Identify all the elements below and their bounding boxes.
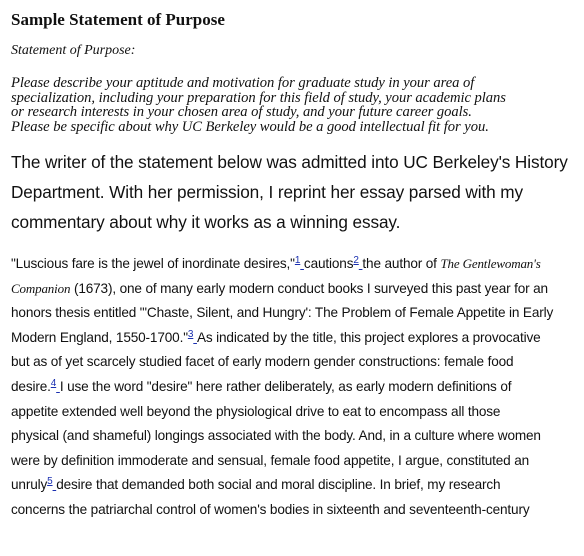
intro-line: The writer of the statement below was admitted into UC Berkeley's History bbox=[11, 152, 568, 172]
statement-of-purpose-label: Statement of Purpose: bbox=[11, 43, 136, 58]
intro-line: Department. With her permission, I reprint her essay parsed with my bbox=[11, 182, 523, 202]
essay-line bbox=[11, 277, 577, 302]
prompt-line: or research interests in your chosen area of study, and your future career goals. bbox=[11, 104, 472, 120]
essay-line: were by definition immoderate and sensual, female food appetite, I argue, constituted an bbox=[11, 452, 530, 468]
essay-text: desire that demanded both social and moral discipline. In brief, my research bbox=[56, 477, 501, 493]
essay-line: appetite extended well beyond the physiological drive to eat to encompass all those bbox=[11, 403, 501, 419]
essay-text: the author of bbox=[362, 256, 441, 271]
essay-text: "Luscious fare is the jewel of inordinate desires," bbox=[11, 256, 295, 271]
prompt-line: Please be specific about why UC Berkeley would be a good intellectual fit for you. bbox=[11, 118, 489, 135]
footnote-link-5[interactable]: 5 bbox=[47, 476, 53, 488]
book-title: The Gentlewoman's bbox=[440, 256, 541, 271]
essay-line: but as of yet scarcely studied facet of early modern gender constructions: female food bbox=[11, 354, 514, 370]
document-page bbox=[11, 9, 577, 523]
essay-text: (1673), one of many early modern conduct books I surveyed this past year for an bbox=[70, 280, 548, 296]
essay-text: cautions bbox=[303, 256, 354, 271]
essay-text: As indicated by the title, this project explores a provocative bbox=[196, 329, 541, 345]
book-title: Companion bbox=[11, 280, 71, 296]
intro-line: commentary about why it works as a winning essay. bbox=[11, 212, 401, 232]
prompt-line: Please describe your aptitude and motivation for graduate study in your area of bbox=[11, 75, 475, 91]
footnote-link-4[interactable]: 4 bbox=[50, 377, 57, 389]
essay-line: physical (and shameful) longings associated with the body. And, in a culture where women bbox=[11, 428, 541, 444]
essay-text: unruly bbox=[11, 477, 48, 493]
intro-paragraph bbox=[11, 147, 577, 237]
essay-line bbox=[11, 473, 577, 498]
essay-line bbox=[11, 326, 577, 351]
prompt-line: specialization, including your preparation for this field of study, your academic plans bbox=[11, 89, 506, 106]
essay-prompt bbox=[11, 76, 577, 134]
footnote-link-1[interactable]: 1 bbox=[294, 255, 301, 266]
essay-line: concerns the patriarchal control of women's bodies in sixteenth and seventeenth-century bbox=[11, 501, 530, 517]
footnote-link-2[interactable]: 2 bbox=[353, 255, 359, 266]
essay-text: Modern England, 1550-1700." bbox=[11, 329, 188, 345]
essay-line: honors thesis entitled "'Chaste, Silent, and Hungry': The Problem of Female Appetite in Early bbox=[11, 305, 554, 321]
essay-body bbox=[11, 252, 577, 523]
essay-line bbox=[11, 375, 577, 400]
essay-text: I use the word "desire" here rather deliberately, as early modern definitions of bbox=[59, 378, 512, 394]
footnote-link-3[interactable]: 3 bbox=[187, 328, 194, 340]
essay-line bbox=[11, 252, 577, 277]
page-title: Sample Statement of Purpose bbox=[11, 10, 225, 29]
essay-text: desire. bbox=[11, 378, 51, 394]
